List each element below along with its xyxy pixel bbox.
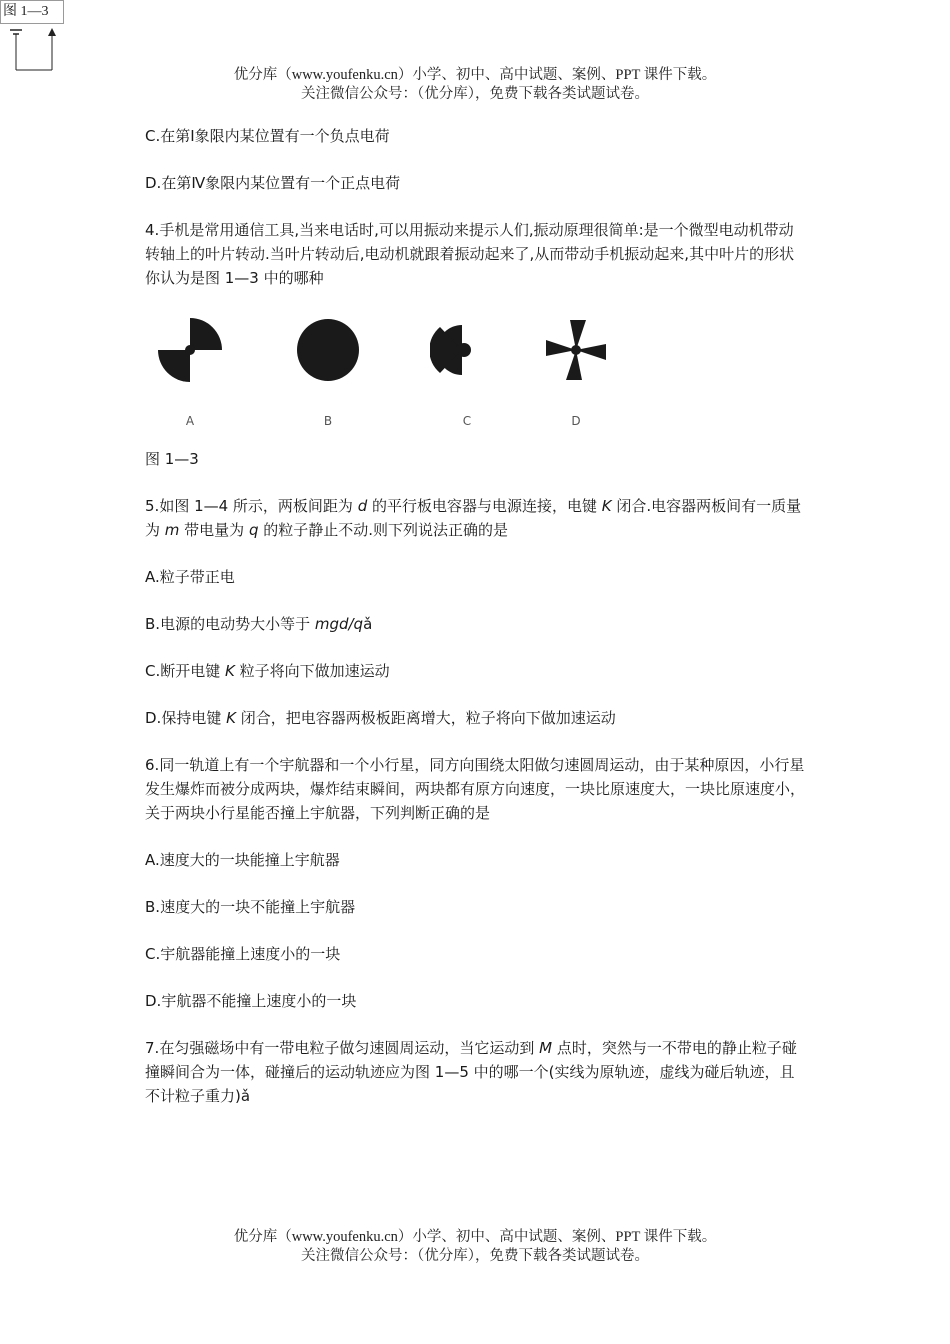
- blade-shape-a: [157, 313, 227, 393]
- question-4: 4.手机是常用通信工具,当来电话时,可以用振动来提示人们,振动原理很简单:是一个微型电动机带动转轴上的叶片转动.当叶片转动后,电动机就跟着振动起来了,从而带动手机振动起来,其中叶片的形状你认为是图 1—3 中的哪种: [145, 221, 795, 287]
- q5-option-b: B.电源的电动势大小等于 mgd/qǎ: [145, 615, 373, 633]
- question-7: 7.在匀强磁场中有一带电粒子做匀速圆周运动，当它运动到 M 点时，突然与一不带电的静止粒子碰撞瞬间合为一体，碰撞后的运动轨迹应为图 1—5 中的哪一个(实线为原轨迹，虚线为碰后轨迹，且不计粒子重力)ǎ: [145, 1039, 797, 1105]
- q3-option-d: D.在第Ⅳ象限内某位置有一个正点电荷: [145, 174, 401, 192]
- blade-shape-c: [430, 313, 500, 393]
- q6-option-b: B.速度大的一块不能撞上宇航器: [145, 898, 356, 916]
- question-6: 6.同一轨道上有一个宇航器和一个小行星，同方向围绕太阳做匀速圆周运动，由于某种原因，小行星发生爆炸而被分成两块，爆炸结束瞬间，两块都有原方向速度，一块比原速度大，一块比原速度小，关于两块小行星能否撞上宇航器，下列判断正确的是: [145, 756, 806, 822]
- q5-option-a: A.粒子带正电: [145, 568, 235, 586]
- figure-label-corner: 图 1—3: [0, 0, 64, 24]
- figure-1-3: [145, 313, 805, 443]
- q5-option-c: C.断开电键 K 粒子将向下做加速运动: [145, 662, 390, 680]
- q6-option-d: D.宇航器不能撞上速度小的一块: [145, 992, 357, 1010]
- figure-label-c: C: [462, 414, 472, 428]
- watermark-line-2: 关注微信公众号：（优分库），免费下载各类试题试卷。: [301, 86, 649, 102]
- watermark-line-1: 优分库（www.youfenku.cn）小学、初中、高中试题、案例、PPT 课件下载。: [233, 1229, 717, 1245]
- figure-label-a: A: [185, 414, 195, 428]
- header-watermark: [0, 66, 950, 104]
- q6-option-c: C.宇航器能撞上速度小的一块: [145, 945, 341, 963]
- q6-option-a: A.速度大的一块能撞上宇航器: [145, 851, 340, 869]
- question-5: 5.如图 1—4 所示，两板间距为 d 的平行板电容器与电源连接，电键 K 闭合.电容器两板间有一质量为 m 带电量为 q 的粒子静止不动.则下列说法正确的是: [145, 497, 802, 539]
- blade-shape-b: [295, 313, 365, 393]
- figure-caption: 图 1—3: [145, 450, 199, 468]
- watermark-line-1: 优分库（www.youfenku.cn）小学、初中、高中试题、案例、PPT 课件下载。: [233, 67, 717, 83]
- q5-option-d: D.保持电键 K 闭合，把电容器两极板距离增大，粒子将向下做加速运动: [145, 709, 616, 727]
- document-body: [145, 124, 805, 1131]
- q3-option-c: C.在第Ⅰ象限内某位置有一个负点电荷: [145, 127, 390, 145]
- blade-shape-d: [543, 313, 613, 393]
- footer-watermark: [0, 1228, 950, 1266]
- watermark-line-2: 关注微信公众号：（优分库），免费下载各类试题试卷。: [301, 1248, 649, 1264]
- figure-label-b: B: [323, 414, 333, 428]
- figure-label-d: D: [571, 414, 581, 428]
